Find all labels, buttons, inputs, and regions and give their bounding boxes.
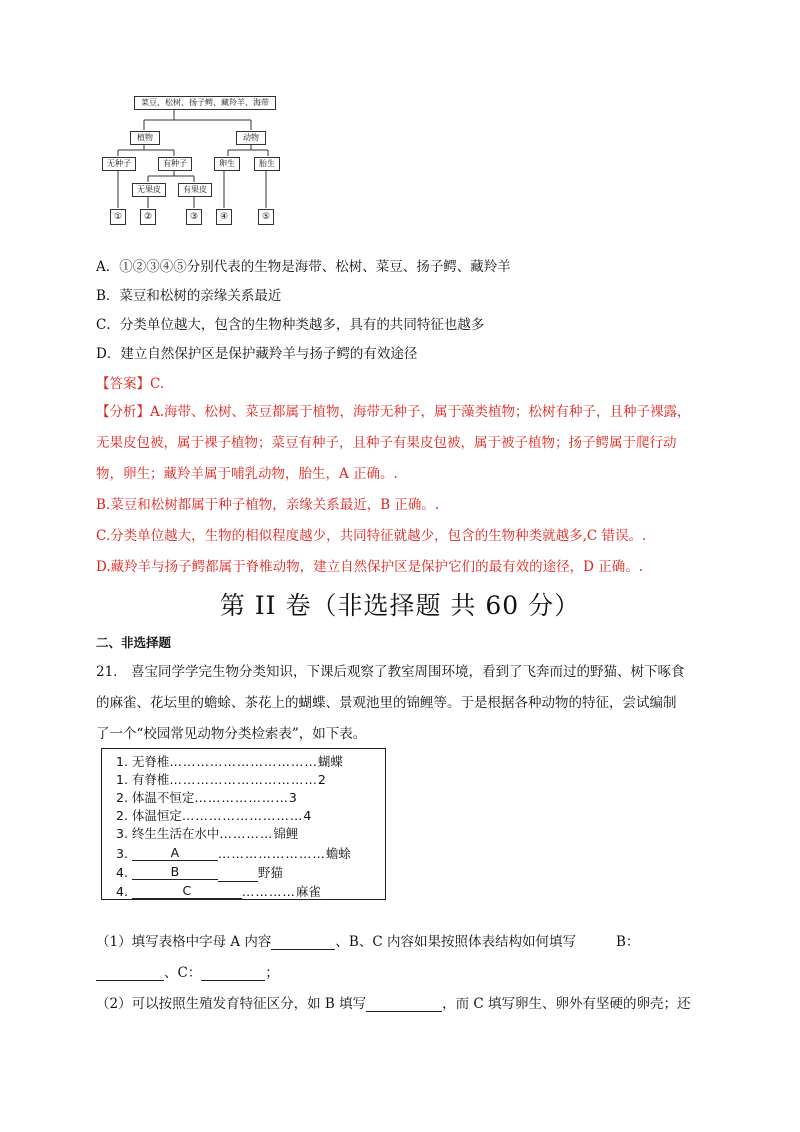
sub-question-1-line-2 [96, 961, 279, 981]
key-row-2-result: 2 [317, 772, 326, 787]
key-row-5-label: 3. 终生生活在水中 [116, 826, 220, 841]
key-row-1-result: 蝴蝶 [317, 754, 343, 769]
option-c: C．分类单位越大，包含的生物种类越多，具有的共同特征也越多 [96, 317, 485, 333]
analysis-line-3: 物，卵生；藏羚羊属于哺乳动物，胎生，A 正确。. [96, 466, 398, 482]
key-row-3-label: 2. 体温不恒定 [116, 790, 195, 805]
key-row-4-result: 4 [303, 808, 312, 823]
sub1-text-2: 、B、C 内容如果按照体表结构如何填写 [335, 934, 576, 950]
tree-node-viviparous: 胎生 [254, 157, 280, 171]
tree-node-peel: 有果皮 [178, 183, 212, 197]
key-row-5 [116, 825, 298, 843]
tree-slot-3: ③ [186, 209, 202, 225]
key-row-4-dots: ……………………… [181, 808, 304, 823]
answer: 【答案】C. [96, 376, 165, 392]
sub1-text-1: （1）填写表格中字母 A 内容 [96, 934, 272, 950]
tree-slot-4: ④ [216, 209, 232, 225]
key-row-blank-a-num: 3. [116, 846, 128, 861]
question-21-line-2: 的麻雀、花坛里的蟾蜍、茶花上的蝴蝶、景观池里的锦鲤等。于是根据各种动物的特征，尝试编制 [96, 695, 677, 711]
key-row-blank-a-dots: …………………… [217, 846, 326, 861]
key-row-1-label: 1. 无脊椎 [116, 754, 170, 769]
option-a: A．①②③④⑤分别代表的生物是海带、松树、菜豆、扬子鳄、藏羚羊 [96, 259, 511, 275]
sub-question-2-line-1 [96, 992, 691, 1012]
option-d: D．建立自然保护区是保护藏羚羊与扬子鳄的有效途径 [96, 346, 418, 362]
answer-blank-c[interactable] [201, 966, 265, 981]
tree-node-animal: 动物 [236, 131, 266, 145]
tree-node-plant: 植物 [130, 131, 160, 145]
key-row-4-label: 2. 体温恒定 [116, 808, 182, 823]
question-21-line-1: 21． 喜宝同学学完生物分类知识，下课后观察了教室周围环境，看到了飞奔而过的野猫、树下啄食 [96, 664, 685, 680]
key-row-blank-c-num: 4. [116, 884, 128, 899]
tree-slot-5: ⑤ [258, 209, 274, 225]
sub1-text-3: B： [615, 934, 640, 950]
answer-blank-a[interactable] [271, 935, 335, 950]
classification-tree-figure [96, 88, 306, 238]
analysis-line-5: C.分类单位越大，生物的相似程度越少，共同特征就越少，包含的生物种类就越多,C 错误。. [96, 528, 647, 544]
analysis-label: 【分析】 [96, 404, 150, 420]
key-row-2 [116, 771, 326, 789]
key-row-blank-c-result: 麻雀 [295, 884, 321, 899]
option-b: B．菜豆和松树的亲缘关系最近 [96, 288, 282, 304]
key-row-3-dots: ………………… [194, 790, 289, 805]
key-blank-b-line [218, 867, 258, 882]
key-row-3 [116, 789, 297, 807]
key-blank-c: C [132, 883, 242, 899]
tree-node-seed: 有种子 [158, 157, 192, 171]
analysis-line-6: D.藏羚羊与扬子鳄都属于脊椎动物，建立自然保护区是保护它们的最有效的途径，D 正确。. [96, 559, 644, 575]
key-row-4 [116, 807, 311, 825]
sub1-text-4: 、C： [164, 965, 202, 981]
key-row-2-dots: …………………………… [169, 772, 318, 787]
question-21-line-3: 了一个“校园常见动物分类检索表”，如下表。 [96, 726, 367, 742]
key-row-blank-b-num: 4. [116, 865, 128, 880]
classification-key-table [101, 748, 386, 900]
key-row-blank-a-result: 蟾蜍 [325, 846, 351, 861]
key-row-1-dots: …………………………… [169, 754, 318, 769]
tree-slot-1: ① [110, 209, 126, 225]
tree-root-node: 菜豆、松树、扬子鳄、藏羚羊、海带 [134, 96, 276, 110]
answer-blank-b2[interactable] [366, 997, 442, 1012]
section-heading-line [96, 633, 171, 651]
tree-node-no-peel: 无果皮 [132, 183, 166, 197]
key-row-5-result: 锦鲤 [273, 826, 299, 841]
analysis-line-4: B.菜豆和松树都属于种子植物，亲缘关系最近，B 正确。. [96, 497, 440, 513]
analysis-text-1: A.海带、松树、菜豆都属于植物，海带无种子，属于藻类植物；松树有种子，且种子裸露， [150, 404, 691, 420]
key-row-1 [116, 753, 343, 771]
key-blank-b: B [132, 864, 218, 880]
section-heading: 二、非选择题 [96, 635, 172, 650]
sub1-text-5: ； [265, 965, 279, 981]
key-row-2-label: 1. 有脊椎 [116, 772, 170, 787]
key-blank-a: A [132, 845, 218, 861]
sub-question-1-line-1 [96, 930, 639, 950]
key-row-5-dots: ………… [219, 826, 274, 841]
key-row-blank-c-dots: ………… [241, 884, 296, 899]
key-row-blank-b [116, 864, 283, 882]
key-row-blank-b-result: 野猫 [257, 865, 283, 880]
volume-title: 第 II 卷（非选择题 共 60 分） [219, 591, 581, 620]
analysis-line-2: 无果皮包被，属于裸子植物；菜豆有种子，且种子有果皮包被，属于被子植物；扬子鳄属于爬行动 [96, 435, 677, 451]
key-row-blank-c [116, 883, 321, 901]
analysis-line-1 [96, 400, 691, 420]
tree-node-no-seed: 无种子 [102, 157, 136, 171]
answer-blank-b[interactable] [96, 966, 164, 981]
tree-slot-2: ② [140, 209, 156, 225]
tree-node-oviparous: 卵生 [214, 157, 240, 171]
key-row-blank-a [116, 845, 351, 863]
sub2-text-2: ，而 C 填写卵生、卵外有坚硬的卵壳；还 [442, 996, 691, 1012]
key-row-3-result: 3 [288, 790, 297, 805]
sub2-text-1: （2）可以按照生殖发育特征区分，如 B 填写 [96, 996, 367, 1012]
